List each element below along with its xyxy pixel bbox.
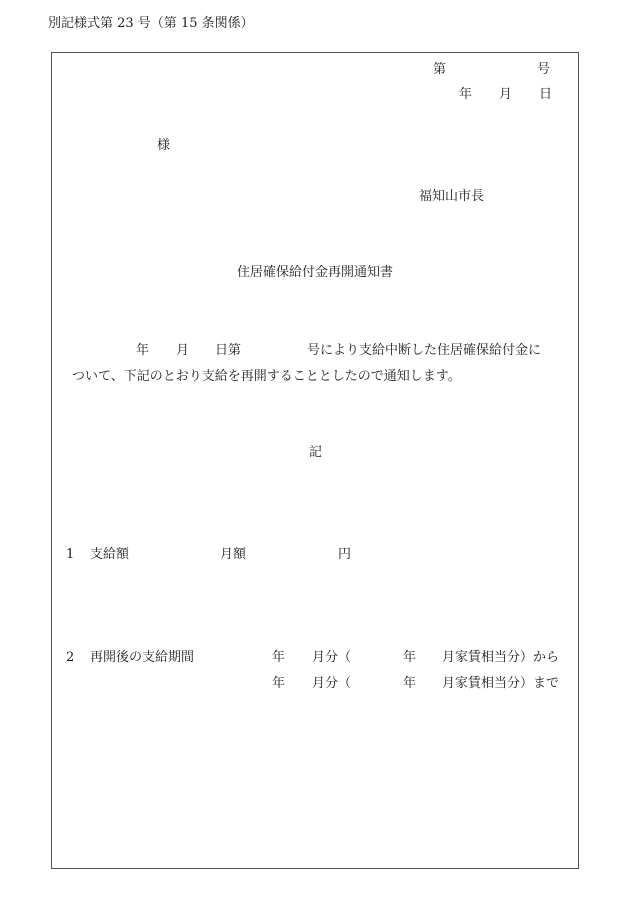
item2-row1-month-part: 月分（ bbox=[312, 650, 352, 665]
doc-number-dai: 第 bbox=[433, 62, 447, 77]
body-line1-month: 月 bbox=[176, 343, 190, 358]
item1-monthly: 月額 bbox=[220, 547, 247, 562]
item2-label: 再開後の支給期間 bbox=[90, 650, 195, 665]
document-title: 住居確保給付金再開通知書 bbox=[237, 265, 394, 280]
item1-yen: 円 bbox=[338, 547, 352, 562]
body-line1-day-dai: 日第 bbox=[215, 343, 242, 358]
item2-row2-suffix: まで bbox=[533, 676, 560, 691]
doc-date-year: 年 bbox=[459, 87, 473, 102]
item2-row1-year: 年 bbox=[272, 650, 286, 665]
body-line1-year: 年 bbox=[136, 343, 150, 358]
doc-date-month: 月 bbox=[499, 87, 513, 102]
item2-row2-year2: 年 bbox=[403, 676, 417, 691]
body-line1-rest: 号により支給中断した住居確保給付金に bbox=[307, 343, 542, 358]
item2-number: 2 bbox=[66, 650, 75, 665]
item2-row1-rent: 月家賃相当分） bbox=[442, 650, 534, 665]
ki-heading: 記 bbox=[309, 445, 323, 460]
item1-label: 支給額 bbox=[90, 547, 130, 562]
item2-row2-rent: 月家賃相当分） bbox=[442, 676, 534, 691]
item2-row1-year2: 年 bbox=[403, 650, 417, 665]
item2-row1-suffix: から bbox=[533, 650, 560, 665]
item2-row2-month-part: 月分（ bbox=[312, 676, 352, 691]
item1-number: 1 bbox=[66, 547, 75, 562]
body-line2: ついて、下記のとおり支給を再開することとしたので通知します。 bbox=[72, 369, 461, 384]
addressee-suffix: 様 bbox=[157, 138, 171, 153]
doc-number-go: 号 bbox=[537, 62, 551, 77]
form-header: 別記様式第 23 号（第 15 条関係） bbox=[48, 16, 254, 31]
item2-row2-year: 年 bbox=[272, 676, 286, 691]
doc-date-day: 日 bbox=[539, 87, 553, 102]
issuer: 福知山市長 bbox=[419, 189, 485, 204]
